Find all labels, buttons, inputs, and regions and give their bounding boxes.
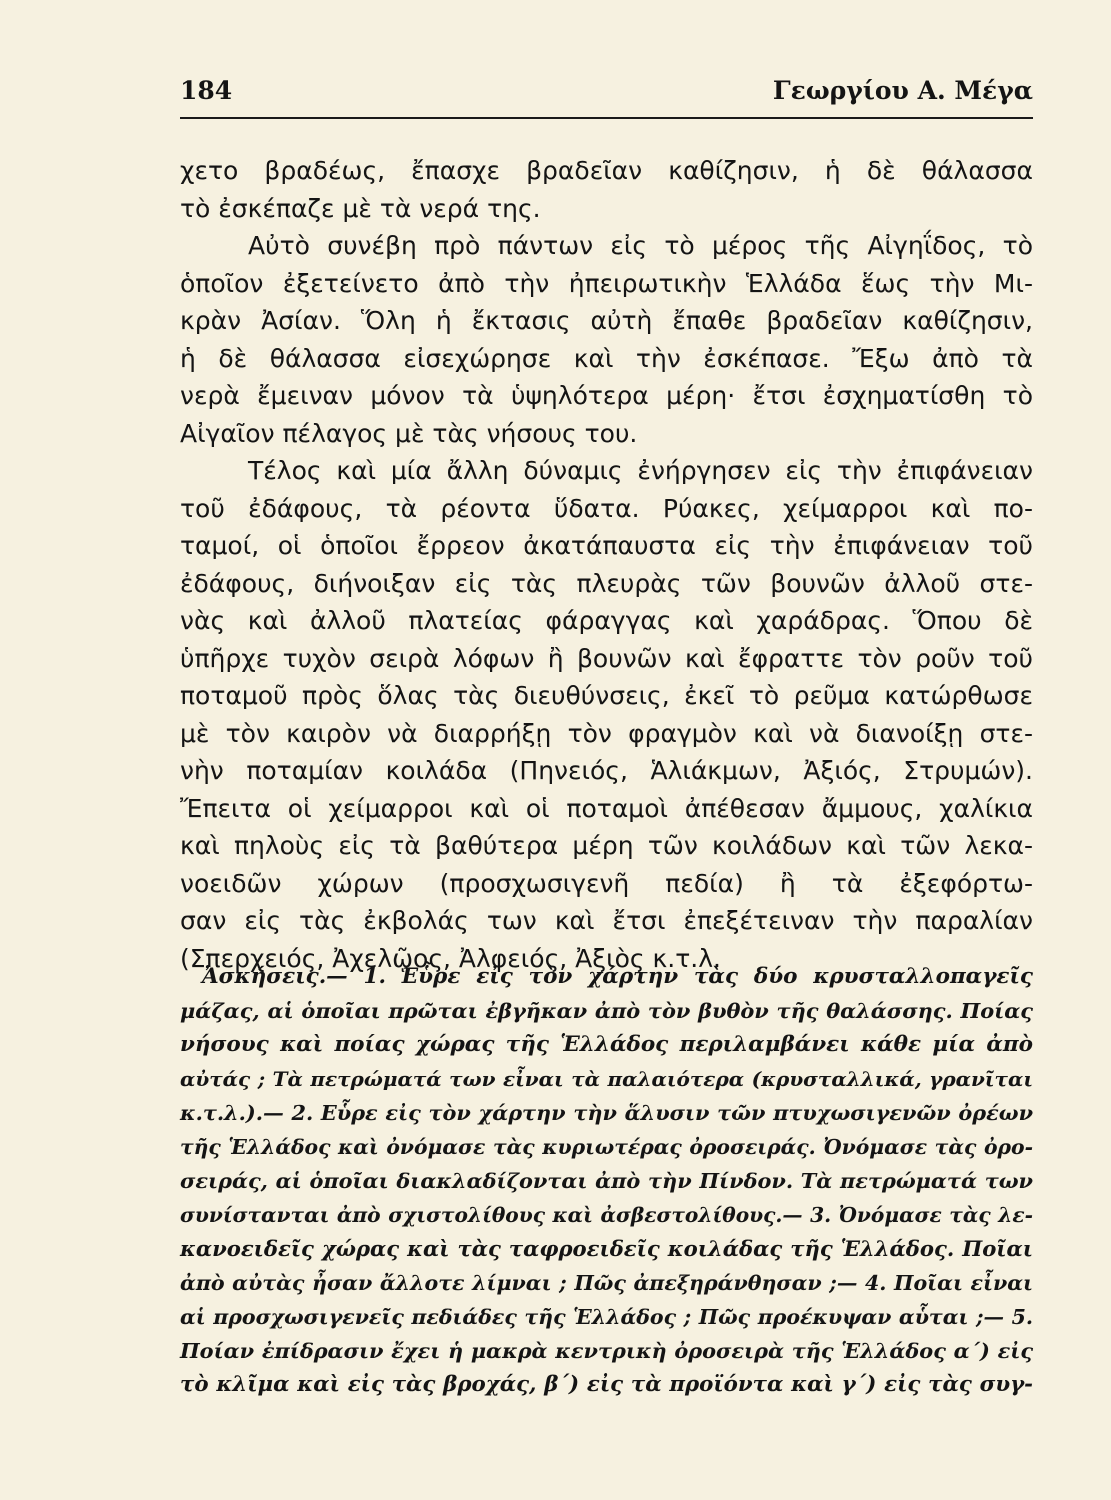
text-line: Αὐτὸ συνέβη πρὸ πάντων εἰς τὸ μέρος τῆς Αἰγηΐδος, τὸ [248, 231, 1033, 260]
body-text [180, 152, 1033, 977]
header-rule [180, 117, 1033, 119]
text-line: Ἔπειτα οἱ χείμαρροι καὶ οἱ ποταμοὶ ἀπέθεσαν ἄμμους, χαλίκια [180, 793, 1033, 823]
text-line: νερὰ ἔμειναν μόνον τὰ ὑψηλότερα μέρη· ἔτσι ἐσχηματίσθη τὸ [180, 381, 1033, 410]
exercises-section [180, 960, 1033, 1402]
exercise-line: ἀπὸ αὐτὰς ἦσαν ἄλλοτε λίμναι ; Πῶς ἀπεξηράνθησαν ;— 4. Ποῖαι εἶναι [180, 1271, 1033, 1295]
page-number: 184 [180, 76, 233, 105]
text-line: Αἰγαῖον πέλαγος μὲ τὰς νήσους του. [180, 418, 638, 448]
exercise-line: κ.τ.λ.).— 2. Εὗρε εἰς τὸν χάρτην τὴν ἅλυσιν τῶν πτυχωσιγενῶν ὀρέων [180, 1100, 1033, 1125]
page-header [180, 76, 1033, 116]
text-line: ὁποῖον ἐξετείνετο ἀπὸ τὴν ἠπειρωτικὴν Ἑλλάδα ἕως τὴν Μι- [180, 268, 1033, 298]
exercise-line: αὐτάς ; Τὰ πετρώματά των εἶναι τὰ παλαιότερα (κρυσταλλικά, γρανῖται [180, 1067, 1033, 1091]
text-line: (Σπερχειός, Ἀχελῷος, Ἀλφειός, Ἀξιὸς κ.τ.λ. [180, 943, 721, 973]
text-line: τοῦ ἐδάφους, τὰ ρέοντα ὕδατα. Ρύακες, χείμαρροι καὶ πο- [180, 493, 1033, 523]
text-line: νὴν ποταμίαν κοιλάδα (Πηνειός, Ἁλιάκμων, Ἀξιός, Στρυμών). [180, 756, 1033, 785]
text-line: νὰς καὶ ἀλλοῦ πλατείας φάραγγας καὶ χαράδρας. Ὅπου δὲ [180, 606, 1033, 635]
text-line: χετο βραδέως, ἔπασχε βραδεῖαν καθίζησιν, ἡ δὲ θάλασσα [180, 156, 1033, 185]
text-line: ἡ δὲ θάλασσα εἰσεχώρησε καὶ τὴν ἐσκέπασε. Ἔξω ἀπὸ τὰ [180, 343, 1033, 373]
text-line: Τέλος καὶ μία ἄλλη δύναμις ἐνήργησεν εἰς τὴν ἐπιφάνειαν [248, 456, 1033, 485]
text-line: τὸ ἐσκέπαζε μὲ τὰ νερά της. [180, 193, 541, 223]
exercise-line: σειράς, αἱ ὁποῖαι διακλαδίζονται ἀπὸ τὴν Πίνδον. Τὰ πετρώματά των [180, 1168, 1033, 1193]
text-line: ὑπῆρχε τυχὸν σειρὰ λόφων ἢ βουνῶν καὶ ἔφραττε τὸν ροῦν τοῦ [180, 643, 1033, 673]
running-head: Γεωργίου Α. Μέγα [772, 76, 1033, 105]
text-line: νοειδῶν χώρων (προσχωσιγενῆ πεδία) ἢ τὰ ἐξεφόρτω- [180, 868, 1033, 898]
exercise-line: συνίστανται ἀπὸ σχιστολίθους καὶ ἀσβεστολίθους.— 3. Ὀνόμασε τὰς λε- [180, 1203, 1033, 1227]
text-line: ποταμοῦ πρὸς ὅλας τὰς διευθύνσεις, ἐκεῖ τὸ ρεῦμα κατώρθωσε [180, 681, 1033, 710]
text-line: κρὰν Ἀσίαν. Ὅλη ἡ ἔκτασις αὐτὴ ἔπαθε βραδεῖαν καθίζησιν, [180, 306, 1033, 335]
exercise-line: Ποίαν ἐπίδρασιν ἔχει ἡ μακρὰ κεντρικὴ ὀροσειρὰ τῆς Ἑλλάδος α΄) εἰς [180, 1338, 1033, 1363]
text-line: μὲ τὸν καιρὸν νὰ διαρρήξῃ τὸν φραγμὸν καὶ νὰ διανοίξῃ στε- [180, 718, 1033, 748]
text-line: ταμοί, οἱ ὁποῖοι ἔρρεον ἀκατάπαυστα εἰς τὴν ἐπιφάνειαν τοῦ [180, 531, 1033, 560]
exercise-line: τῆς Ἑλλάδος καὶ ὀνόμασε τὰς κυριωτέρας ὀροσειράς. Ὀνόμασε τὰς ὀρο- [180, 1135, 1033, 1159]
exercise-line: αἱ προσχωσιγενεῖς πεδιάδες τῆς Ἑλλάδος ; Πῶς προέκυψαν αὗται ;— 5. [180, 1305, 1033, 1329]
text-line: σαν εἰς τὰς ἐκβολάς των καὶ ἔτσι ἐπεξέτειναν τὴν παραλίαν [180, 906, 1033, 935]
text-line: ἐδάφους, διήνοιξαν εἰς τὰς πλευρὰς τῶν βουνῶν ἀλλοῦ στε- [180, 568, 1033, 598]
exercise-line: νήσους καὶ ποίας χώρας τῆς Ἑλλάδος περιλαμβάνει κάθε μία ἀπὸ [180, 1032, 1033, 1057]
exercise-line: κανοειδεῖς χώρας καὶ τὰς ταφροειδεῖς κοιλάδας τῆς Ἑλλάδος. Ποῖαι [180, 1236, 1033, 1261]
text-line: καὶ πηλοὺς εἰς τὰ βαθύτερα μέρη τῶν κοιλάδων καὶ τῶν λεκα- [180, 831, 1033, 860]
exercise-line: Ἀσκήσεις.— 1. Εὗρε εἰς τὸν χάρτην τὰς δύο κρυσταλλοπαγεῖς [202, 964, 1033, 989]
exercise-line: τὸ κλῖμα καὶ εἰς τὰς βροχάς, β΄) εἰς τὰ προϊόντα καὶ γ΄) εἰς τὰς συγ- [180, 1372, 1033, 1397]
exercise-line: μάζας, αἱ ὁποῖαι πρῶται ἐβγῆκαν ἀπὸ τὸν βυθὸν τῆς θαλάσσης. Ποίας [180, 998, 1033, 1023]
